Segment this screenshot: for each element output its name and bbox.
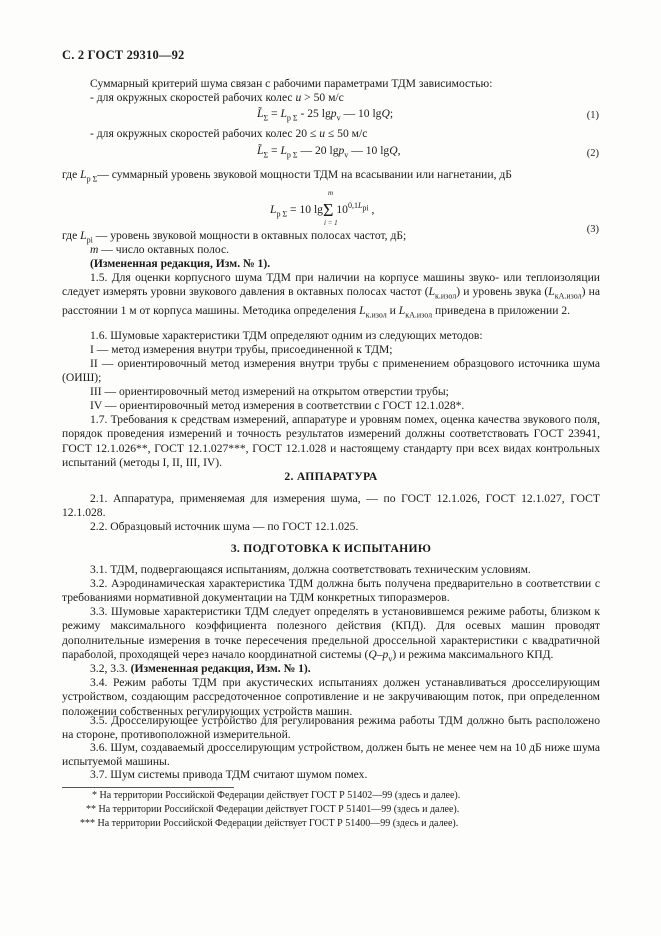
condition-1: - для окружных скоростей рабочих колес u > 50 м/с (90, 91, 344, 104)
paragraph-1-6: 1.6. Шумовые характеристики ТДМ определяют одним из следующих методов: (90, 329, 483, 342)
equation-2-number: (2) (586, 148, 599, 159)
equation-1-number: (1) (586, 110, 599, 121)
method-1: I — метод измерения внутри трубы, присоединенной к ТДМ; (90, 343, 393, 356)
equation-2: $L̃_\Sigma = L_{р \Sigma}$ — 20 lgp$_v$ — 10 lgQ, (257, 144, 401, 160)
paragraph-1-5: 1.5. Для оценки корпусного шума ТДМ при наличии на корпусе машины звуко- или теплоизоляции следует измерять уровни звукового давления в октавных полосах частот $(L_{к.изол})$ и уровень звука $(L_{кА.изол})$ на расстоянии 1 м от корпуса машины. Методика определения $L_{к.изол}$ и $L_{кА.изол}$ приведена в приложении 2. (62, 271, 600, 320)
where-2: где $L_{рi}$ — уровень звуковой мощности в октавных полосах частот, дБ; (62, 229, 407, 245)
section-3-title: 3. ПОДГОТОВКА К ИСПЫТАНИЮ (230, 542, 432, 555)
where-1: где $L_{р \Sigma}—$ суммарный уровень звуковой мощности ТДМ на всасывании или нагнетании, дБ (62, 168, 512, 184)
condition-2: - для окружных скоростей рабочих колес 20 ≤ u ≤ 50 м/с (90, 127, 368, 140)
paragraph-3-5: 3.5. Дросселирующее устройство для регулирования режима работы ТДМ должно быть расположено на стороне, противоположной измерительной. (62, 714, 600, 742)
paragraph-1-7: 1.7. Требования к средствам измерений, аппаратуре и уровням помех, оценка качества звукового поля, порядок проведения измерений и точность результатов измерений должны соответствовать ГОСТ 23941, ГОСТ 12.1.026**, ГОСТ 12.1.027***, ГОСТ 12.1.028 и настоящему стандарту при всех видах контрольных испытаний (методы I, II, III, IV). (62, 413, 600, 470)
footnote-1: * На территории Российской Федерации действует ГОСТ Р 51402—99 (здесь и далее). (92, 790, 461, 801)
footnote-3: *** На территории Российской Федерации действует ГОСТ Р 51400—99 (здесь и далее). (80, 818, 459, 829)
revision-note-1: (Измененная редакция, Изм. № 1). (90, 257, 271, 270)
revision-note-2: 3.2, 3.3. (Измененная редакция, Изм. № 1). (90, 662, 311, 675)
section-2-title: 2. АППАРАТУРА (284, 470, 378, 483)
footnote-2: ** На территории Российской Федерации действует ГОСТ Р 51401—99 (здесь и далее). (86, 804, 460, 815)
paragraph-3-7: 3.7. Шум системы привода ТДМ считают шумом помех. (90, 768, 368, 781)
paragraph-3-1: 3.1. ТДМ, подвергающаяся испытаниям, должна соответствовать техническим условиям. (90, 563, 531, 576)
intro-text: Суммарный критерий шума связан с рабочими параметрами ТДМ зависимостью: (90, 77, 493, 90)
equation-1: $L̃_\Sigma = L_{р \Sigma} - 25$ lgp$_v$ — 10 lgQ; (257, 107, 394, 123)
paragraph-2-1: 2.1. Аппаратура, применяемая для измерения шума, — по ГОСТ 12.1.026, ГОСТ 12.1.027, ГОСТ 12.1.028. (62, 492, 600, 520)
paragraph-3-2: 3.2. Аэродинамическая характеристика ТДМ должна быть получена предварительно в соответствии с требованиями нормативной документации на ТДМ конкретных типоразмеров. (62, 577, 600, 605)
equation-3-number: (3) (586, 224, 599, 235)
paragraph-3-6: 3.6. Шум, создаваемый дросселирующим устройством, должен быть не менее чем на 10 дБ ниже шума испытуемой машины. (62, 741, 600, 769)
paragraph-2-2: 2.2. Образцовый источник шума — по ГОСТ 12.1.025. (90, 520, 359, 533)
equation-3: $L_{р \Sigma} = 10$ lgΣ m i = 1 $10^{0,1L_{рi}}$ , (270, 189, 375, 227)
where-3: m — число октавных полос. (90, 243, 229, 256)
footnote-divider (62, 787, 234, 788)
paragraph-3-4: 3.4. Режим работы ТДМ при акустических испытаниях должен устанавливаться дросселирующим устройством, создающим рассредоточенное сопротивление и не закручивающим поток, при определенном положении собственных регулирующих устройств машин. (62, 676, 600, 718)
page-header: С. 2 ГОСТ 29310—92 (62, 48, 185, 62)
method-2: II — ориентировочный метод измерения внутри трубы с применением образцового источника шума (ОИШ); (62, 357, 600, 385)
paragraph-3-3: 3.3. Шумовые характеристики ТДМ следует определять в установившемся режиме работы, близком к режиму максимального коэффициента полезного действия (КПД). Для осевых машин проводят дополнительные измерения в точке пересечения предельной дроссельной характеристики с квадратичной параболой, проходящей через начало координатной системы $(Q-p_v)$ и режима максимального КПД. (62, 605, 600, 664)
method-4: IV — ориентировочный метод измерения в соответствии с ГОСТ 12.1.028*. (90, 399, 465, 412)
method-3: III — ориентировочный метод измерений на открытом отверстии трубы; (90, 385, 449, 398)
